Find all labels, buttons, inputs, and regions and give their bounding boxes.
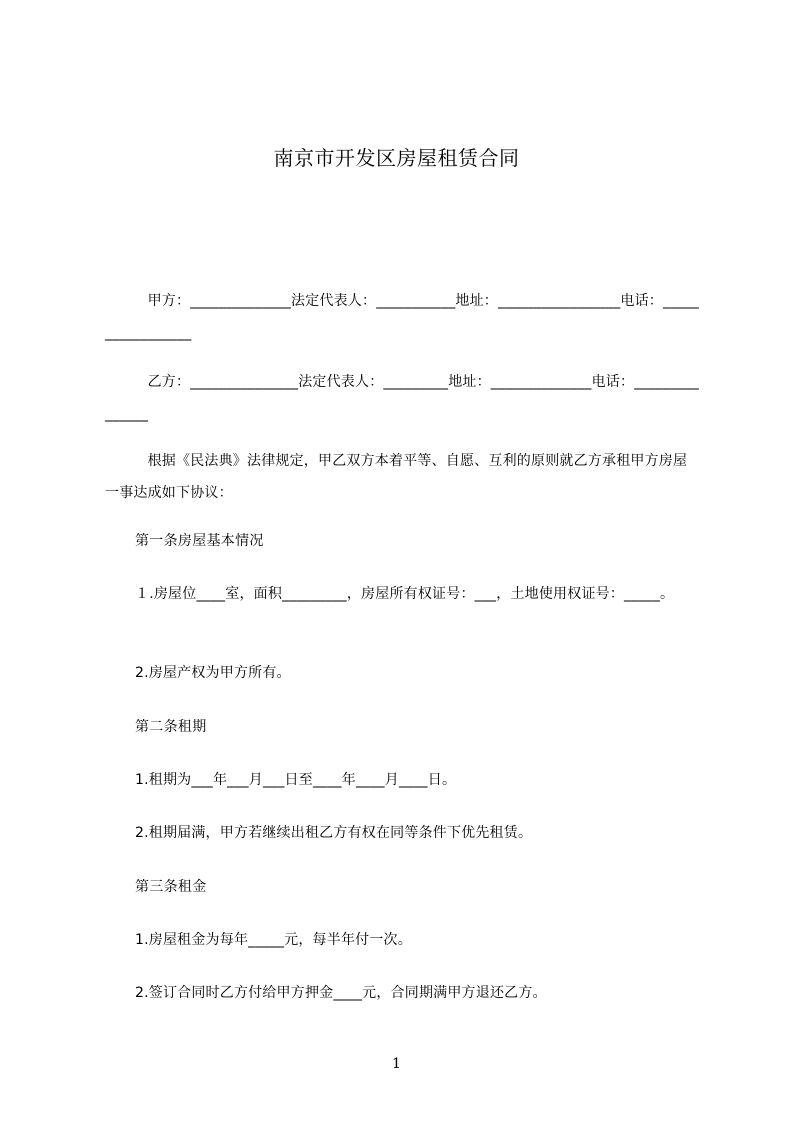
party-b-line: 乙方：_______________法定代表人：_________地址：______________电话：_______________: [105, 374, 699, 422]
preamble-paragraph: 根据《民法典》法律规定，甲乙双方本着平等、自愿、互利的原则就乙方承租甲方房屋一事达成如下协议：: [105, 453, 688, 501]
party-a-line: 甲方：______________法定代表人：___________地址：_________________电话：_________________: [105, 293, 699, 341]
article-1-heading: 第一条房屋基本情况: [135, 533, 264, 549]
article-1-item-2: 2.房屋产权为甲方所有。: [135, 665, 291, 681]
document-title: 南京市开发区房屋租赁合同: [273, 146, 520, 170]
article-1-item-1: [105, 578, 701, 610]
article-2-item-1: 1.租期为___年___月___日至____年____月____日。: [135, 772, 457, 788]
page-number: 1: [392, 1056, 401, 1072]
article-1-item-1-text: １.房屋位____室，面积_________，房屋所有权证号：___，土地使用权证号：_____。: [135, 586, 675, 602]
article-3-item-2: 2.签订合同时乙方付给甲方押金____元，合同期满甲方退还乙方。: [135, 985, 547, 1001]
article-2-heading: 第二条租期: [135, 719, 207, 735]
article-3-heading: 第三条租金: [135, 879, 207, 895]
article-2-item-2: 2.租期届满，甲方若继续出租乙方有权在同等条件下优先租赁。: [135, 825, 533, 841]
article-3-item-1: 1.房屋租金为每年_____元，每半年付一次。: [135, 932, 412, 948]
